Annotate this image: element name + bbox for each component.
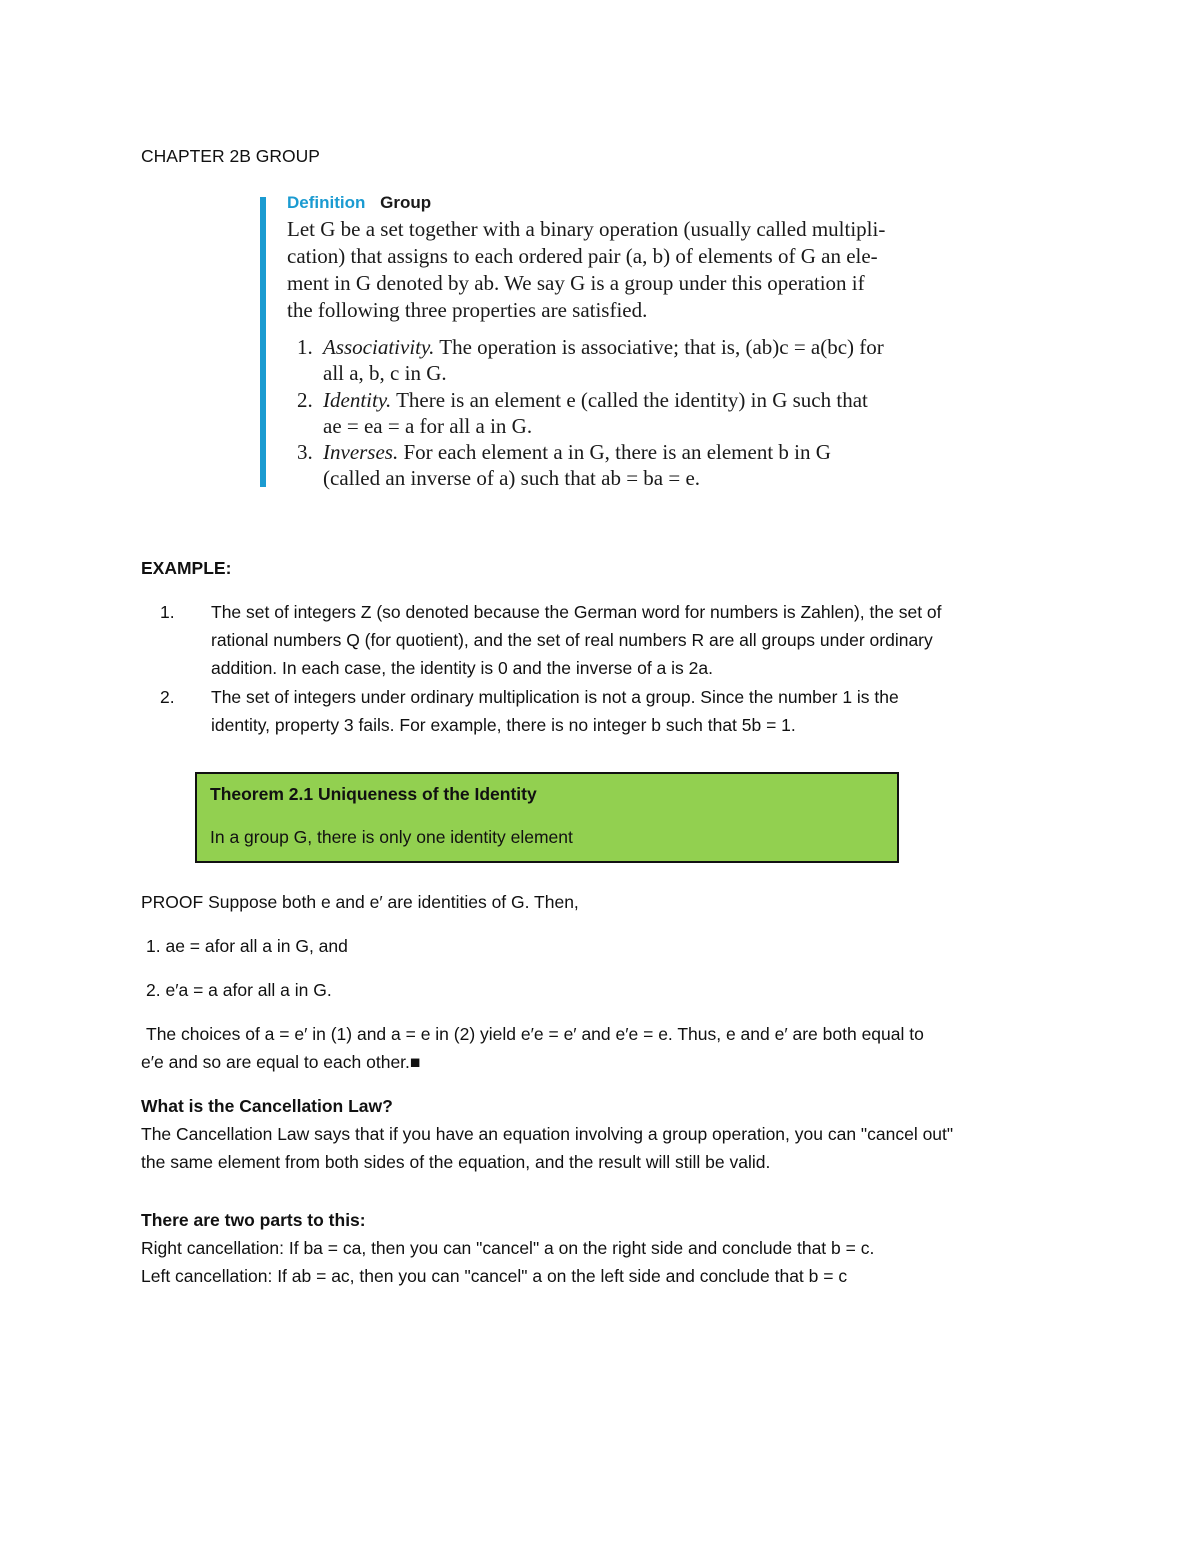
- theorem-body: In a group G, there is only one identity element: [210, 827, 573, 847]
- proof-step-1: 1. ae = afor all a in G, and: [146, 936, 348, 956]
- definition-heading: [287, 193, 431, 213]
- cancellation-heading: What is the Cancellation Law?: [141, 1096, 393, 1116]
- property-continuation: ae = ea = a for all a in G.: [323, 414, 533, 438]
- property-number: 2.: [297, 388, 313, 412]
- chapter-title: CHAPTER 2B GROUP: [141, 146, 320, 166]
- right-cancellation: Right cancellation: If ba = ca, then you can "cancel" a on the right side and conclude that b = c.: [141, 1238, 875, 1258]
- example-line: rational numbers Q (for quotient), and the set of real numbers R are all groups under ordinary: [211, 630, 933, 650]
- definition-line: the following three properties are satisfied.: [287, 298, 648, 322]
- example-item-number: 1.: [160, 602, 175, 622]
- property-label: Associativity.: [323, 335, 435, 359]
- theorem-title: Theorem 2.1 Uniqueness of the Identity: [210, 784, 537, 804]
- property-continuation: all a, b, c in G.: [323, 361, 447, 385]
- parts-heading: There are two parts to this:: [141, 1210, 366, 1230]
- example-item: [211, 598, 1071, 682]
- example-line: identity, property 3 fails. For example, there is no integer b such that 5b = 1.: [211, 715, 796, 735]
- left-cancellation: Left cancellation: If ab = ac, then you can "cancel" a on the left side and conclude that b = c: [141, 1266, 848, 1286]
- property-continuation: (called an inverse of a) such that ab = ba = e.: [323, 466, 701, 490]
- property-associativity: [297, 334, 884, 360]
- definition-line: Let G be a set together with a binary operation (usually called multipli-: [287, 217, 886, 241]
- property-label: Inverses.: [323, 440, 399, 464]
- definition-line: cation) that assigns to each ordered pair (a, b) of elements of G an ele-: [287, 244, 878, 268]
- cancellation-line: the same element from both sides of the equation, and the result will still be valid.: [141, 1152, 771, 1172]
- property-label: Identity.: [323, 388, 392, 412]
- theorem-box: [195, 772, 899, 863]
- proof-step-2: 2. e′a = a afor all a in G.: [146, 980, 332, 1000]
- example-line: addition. In each case, the identity is 0 and the inverse of a is 2a.: [211, 658, 713, 678]
- property-number: 1.: [297, 335, 313, 359]
- property-inverses: [297, 439, 831, 465]
- property-number: 3.: [297, 440, 313, 464]
- example-line: The set of integers under ordinary multiplication is not a group. Since the number 1 is the: [211, 687, 899, 707]
- example-item: [211, 683, 1071, 739]
- example-heading: EXAMPLE:: [141, 558, 232, 578]
- proof-conclusion-line: The choices of a = e′ in (1) and a = e in (2) yield e′e = e′ and e′e = e. Thus, e and e′ are both equal to: [146, 1024, 924, 1044]
- definition-accent-bar: [260, 197, 266, 487]
- property-identity: [297, 387, 868, 413]
- proof-conclusion-line: e′e and so are equal to each other.■: [141, 1052, 421, 1072]
- example-line: The set of integers Z (so denoted because the German word for numbers is Zahlen), the set of: [211, 602, 942, 622]
- definition-title: Group: [380, 193, 432, 212]
- example-item-number: 2.: [160, 687, 175, 707]
- definition-keyword: Definition: [287, 193, 366, 212]
- property-text: There is an element e (called the identity) in G such that: [396, 388, 868, 412]
- property-text: The operation is associative; that is, (ab)c = a(bc) for: [439, 335, 884, 359]
- definition-line: ment in G denoted by ab. We say G is a group under this operation if: [287, 271, 865, 295]
- proof-intro: PROOF Suppose both e and e′ are identities of G. Then,: [141, 892, 579, 912]
- property-text: For each element a in G, there is an element b in G: [403, 440, 831, 464]
- cancellation-line: The Cancellation Law says that if you have an equation involving a group operation, you can "cancel out": [141, 1124, 954, 1144]
